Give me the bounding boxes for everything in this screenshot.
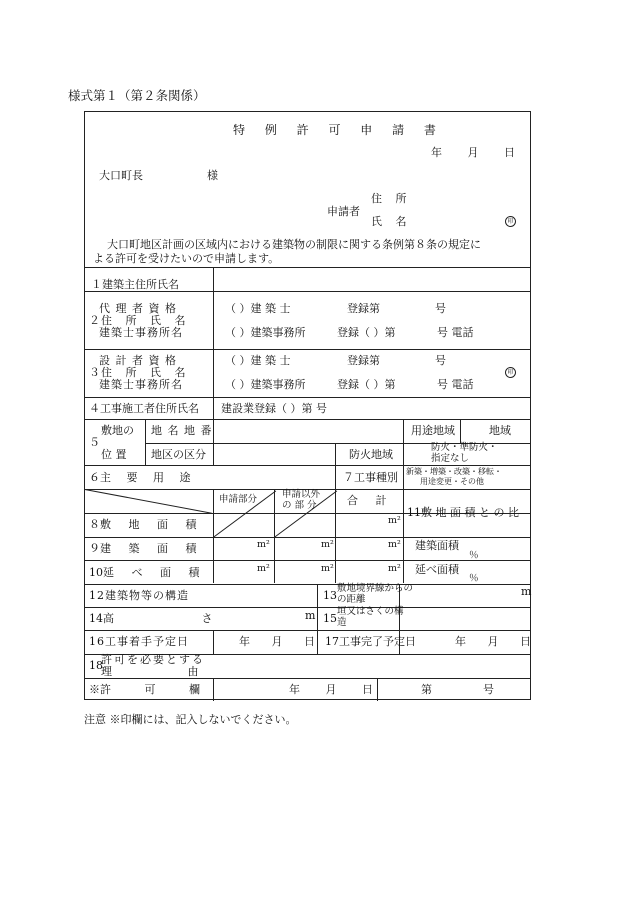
row-15-line-1: 垣又はさくの構 (337, 606, 404, 617)
footer-note: 注意 ※印欄には、記入しないでください。 (84, 713, 297, 726)
row-18-number: 18 (89, 659, 103, 672)
row-3-seal-icon: 印 (505, 367, 516, 378)
work-type-option-2[interactable]: 用途変更・その他 (420, 477, 484, 486)
date-line[interactable]: 年 月 日 (431, 146, 515, 159)
row-5-lot-label: 地 名 地 番 (151, 424, 213, 437)
row-13-number: 13 (323, 589, 337, 602)
row-6-label: ６主 要 用 途 (89, 471, 191, 484)
applicant-name-label: 氏 名 (371, 215, 407, 228)
row-2-line-1: 代 理 者 資 格 (99, 302, 177, 315)
col-apply-part: 申請部分 (219, 494, 258, 505)
row-5-number: ５ (89, 436, 100, 449)
row-17-label: 17工事完了予定日 (325, 635, 416, 648)
applicant-address-label: 住 所 (371, 192, 407, 205)
fire-zone-option-1[interactable]: 防火・準防火・ (431, 442, 498, 453)
addressee: 大口町長 (99, 169, 143, 182)
row-9-label: ９建 築 面 積 (89, 542, 197, 555)
row-13-unit: m (521, 585, 532, 598)
row-13-line-2: の距離 (337, 594, 366, 605)
permit-number-prefix: 第 (421, 683, 432, 696)
building-area-ratio-label: 建築面積 (415, 539, 459, 552)
row-12-label: 12建築物等の構造 (89, 589, 189, 602)
row-3-tel[interactable]: 号 電話 (437, 378, 474, 391)
row-18-line-2: 理 由 (101, 665, 199, 678)
application-form (84, 111, 531, 700)
row-10-other-unit: m² (321, 563, 334, 574)
row-5-line-1: 敷地の (101, 424, 134, 437)
row-15-line-2: 造 (337, 617, 347, 628)
use-zone-suffix: 地域 (489, 424, 511, 437)
row-2-reg-number[interactable]: 登録第 (347, 302, 380, 315)
row-3-number: ３ (89, 366, 100, 379)
permit-date: 年 月 日 (289, 683, 373, 696)
col-other-line-2: の 部 分 (282, 500, 317, 511)
building-area-pct: ％ (469, 550, 479, 561)
row-14-unit: m (305, 609, 316, 622)
row-2-tel[interactable]: 号 電話 (437, 326, 474, 339)
seal-mark-icon: 印 (505, 216, 516, 227)
statement-line-2: よる許可を受けたいので申請します。 (93, 252, 280, 265)
use-zone-label: 用途地域 (411, 424, 455, 437)
work-type-option-1[interactable]: 新築・増築・改築・移転・ (406, 467, 502, 476)
row-5-line-2: 位 置 (101, 448, 127, 461)
row-4-label: ４工事施工者住所氏名 (89, 402, 199, 415)
row-2-line-3: 建築士事務所名 (99, 326, 183, 339)
row-13-line-1: 敷地境界線からの (337, 583, 414, 594)
statement-line-1: 大口町地区計画の区域内における建築物の制限に関する条例第８条の規定に (107, 238, 481, 251)
permit-label: ※許 可 欄 (89, 683, 200, 696)
total-floor-pct: ％ (469, 573, 479, 584)
fire-zone-option-2[interactable]: 指定なし (431, 453, 470, 464)
applicant-label: 申請者 (327, 205, 360, 218)
row-2-number: ２ (89, 314, 100, 327)
col-total: 合 計 (347, 494, 387, 507)
row-18-line-1: 許可を必要とする (101, 653, 205, 666)
row-4-construction-license[interactable]: 建設業登録（ ）第 号 (221, 402, 327, 415)
row-2-qual-architect[interactable]: （ ）建 築 士 (225, 302, 291, 315)
form-title: 特 例 許 可 申 請 書 (233, 123, 444, 137)
total-floor-ratio-label: 延べ面積 (415, 563, 459, 576)
col-other-line-1: 申請以外 (282, 489, 321, 500)
form-number-label: 様式第１（第２条関係） (68, 88, 206, 103)
addressee-suffix: 様 (207, 169, 218, 182)
row-3-office-reg[interactable]: 登録（ ）第 (337, 378, 396, 391)
row-3-line-3: 建築士事務所名 (99, 378, 183, 391)
row-10-label: 10延 べ 面 積 (89, 566, 200, 579)
row-8-total-unit: m² (388, 515, 401, 526)
row-3-go: 号 (435, 354, 446, 367)
row-3-reg-number[interactable]: 登録第 (347, 354, 380, 367)
row-9-apply-unit: m² (257, 539, 270, 550)
row-9-total-unit: m² (388, 539, 401, 550)
row-1-label: １建築主住所氏名 (91, 278, 179, 291)
row-11-label: 11敷 地 面 積 と の 比 (407, 506, 519, 519)
row-2-line-2: 住 所 氏 名 (101, 314, 191, 327)
row-16-date[interactable]: 年 月 日 (239, 635, 315, 648)
row-17-date[interactable]: 年 月 日 (455, 635, 531, 648)
row-16-label: 16工事着手予定日 (89, 635, 189, 648)
row-10-apply-unit: m² (257, 563, 270, 574)
row-2-qual-office[interactable]: （ ）建築事務所 (225, 326, 306, 339)
row-3-qual-architect[interactable]: （ ）建 築 士 (225, 354, 291, 367)
fire-zone-label: 防火地域 (349, 448, 393, 461)
row-3-line-2: 住 所 氏 名 (101, 366, 191, 379)
row-3-qual-office[interactable]: （ ）建築事務所 (225, 378, 306, 391)
row-14-label: 14高 さ (89, 612, 213, 625)
row-7-label: ７工事種別 (343, 471, 398, 484)
row-2-office-reg[interactable]: 登録（ ）第 (337, 326, 396, 339)
row-3-line-1: 設 計 者 資 格 (99, 354, 177, 367)
row-8-label: ８敷 地 面 積 (89, 518, 197, 531)
row-15-number: 15 (323, 612, 337, 625)
row-5-district-label: 地区の区分 (151, 448, 206, 461)
row-10-total-unit: m² (388, 563, 401, 574)
row-9-other-unit: m² (321, 539, 334, 550)
permit-number-suffix: 号 (483, 683, 494, 696)
row-2-go: 号 (435, 302, 446, 315)
